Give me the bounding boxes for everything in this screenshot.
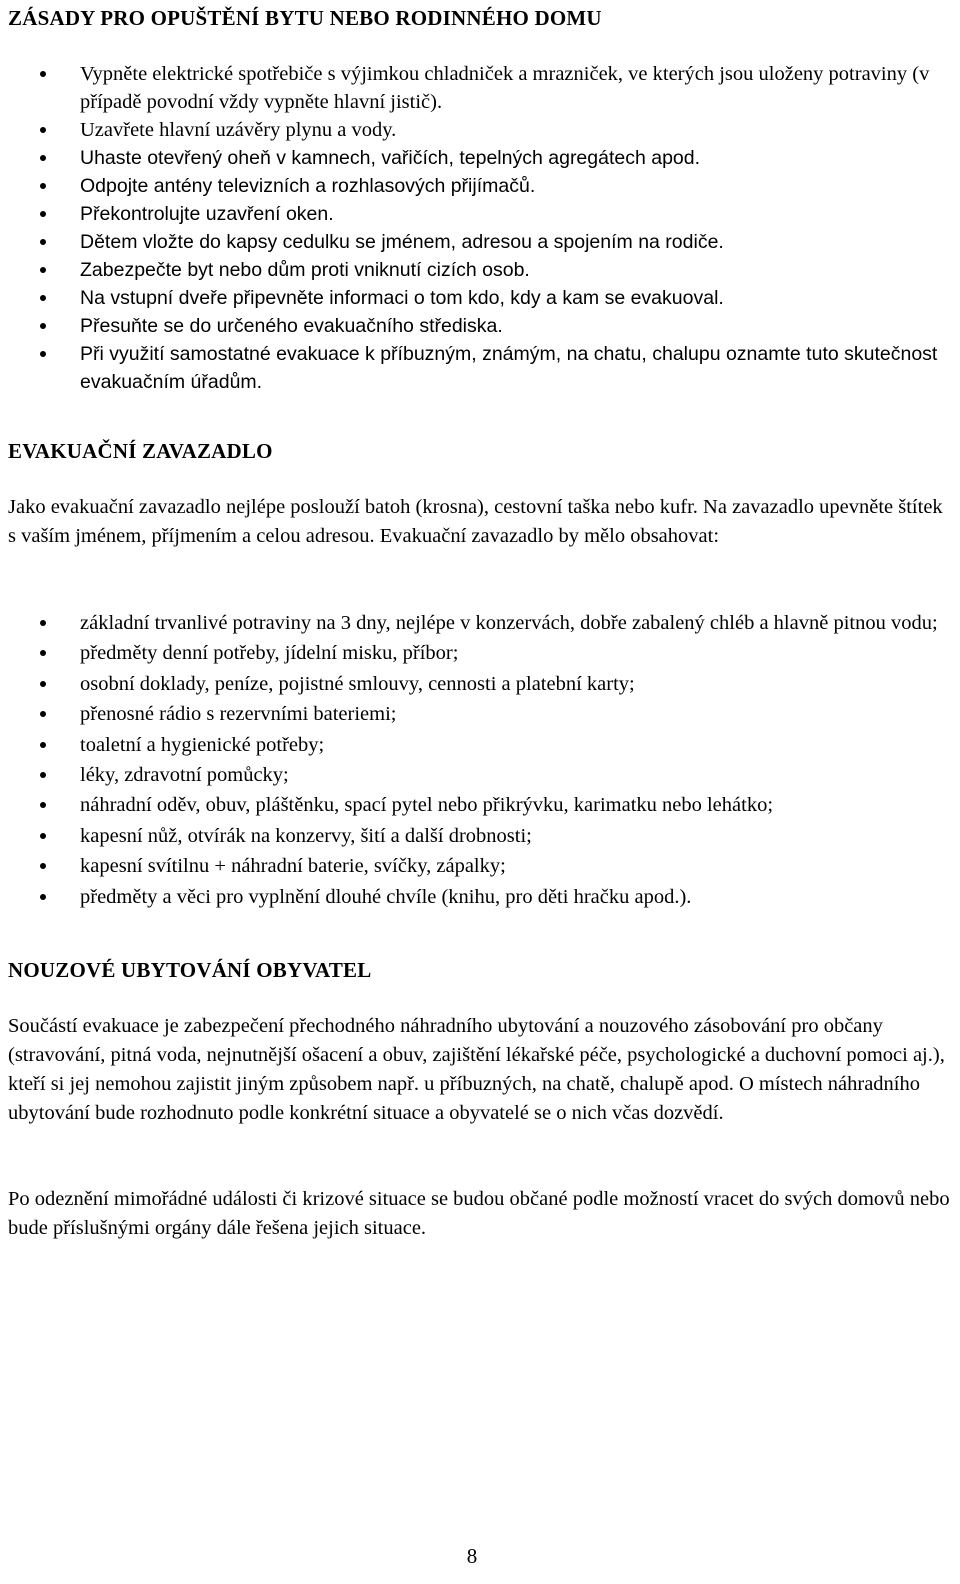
list-item-text: Vypněte elektrické spotřebiče s výjimkou chladniček a mrazniček, ve kterých jsou uloženy potraviny (v případě povodní vždy vypněte hlavní jistič). [80, 63, 930, 113]
list-item [8, 172, 952, 200]
section-title-ubytovani: NOUZOVÉ UBYTOVÁNÍ OBYVATEL [8, 958, 372, 982]
list-item-text: Na vstupní dveře připevněte informaci o tom kdo, kdy a kam se evakuoval. [80, 287, 724, 309]
list-item-text: léky, zdravotní pomůcky; [80, 763, 289, 786]
list-item-text: Při využití samostatné evakuace k příbuzným, známým, na chatu, chalupu oznamte tuto skutečnost evakuačním úřadům. [80, 343, 938, 393]
list-item [8, 883, 952, 911]
list-item-text: Odpojte antény televizních a rozhlasových přijímačů. [80, 175, 536, 197]
bullet-icon [40, 351, 46, 357]
list-item-text: Přesuňte se do určeného evakuačního střediska. [80, 315, 503, 337]
list-item [8, 200, 952, 228]
list-item-text: Zabezpečte byt nebo dům proti vniknutí cizích osob. [80, 259, 530, 281]
bullet-icon [40, 742, 46, 748]
list-item [8, 60, 952, 116]
list-item [8, 312, 952, 340]
opusteni-list [8, 60, 952, 396]
list-item [8, 340, 952, 396]
bullet-icon [40, 833, 46, 839]
list-item [8, 256, 952, 284]
list-item-text: Uhaste otevřený oheň v kamnech, vařičích, tepelných agregátech apod. [80, 147, 701, 169]
list-item [8, 228, 952, 256]
list-item-text: kapesní nůž, otvírák na konzervy, šití a další drobnosti; [80, 824, 532, 847]
bullet-icon [40, 323, 46, 329]
list-item-text: Uzavřete hlavní uzávěry plynu a vody. [80, 119, 397, 141]
zavazadlo-intro: Jako evakuační zavazadlo nejlépe poslouží batoh (krosna), cestovní taška nebo kufr. Na zavazadlo upevněte štítek s vaším jménem, příjmením a celou adresou. Evakuační zavazadlo by mělo obsahovat: [8, 496, 943, 547]
section-title-zavazadlo: EVAKUAČNÍ ZAVAZADLO [8, 439, 273, 463]
bullet-icon [40, 183, 46, 189]
list-item [8, 609, 952, 637]
bullet-icon [40, 620, 46, 626]
list-item [8, 144, 952, 172]
bullet-icon [40, 71, 46, 77]
bullet-icon [40, 863, 46, 869]
list-item-text: kapesní svítilnu + náhradní baterie, svíčky, zápalky; [80, 855, 506, 878]
bullet-icon [40, 155, 46, 161]
bullet-icon [40, 211, 46, 217]
list-item-text: základní trvanlivé potraviny na 3 dny, nejlépe v konzervách, dobře zabalený chléb a hlavně pitnou vodu; [80, 612, 938, 634]
list-item [8, 822, 952, 850]
bullet-icon [40, 239, 46, 245]
list-item [8, 116, 952, 144]
list-item-text: předměty a věci pro vyplnění dlouhé chvíle (knihu, pro děti hračku apod.). [80, 885, 692, 908]
ubytovani-paragraph-2: Po odeznění mimořádné události či krizové situace se budou občané podle možností vracet do svých domovů nebo bude příslušnými orgány dále řešena jejich situace. [8, 1188, 950, 1239]
bullet-icon [40, 711, 46, 717]
list-item-text: náhradní oděv, obuv, pláštěnku, spací pytel nebo přikrývku, karimatku nebo lehátko; [80, 794, 774, 817]
bullet-icon [40, 802, 46, 808]
list-item [8, 639, 952, 667]
bullet-icon [40, 127, 46, 133]
bullet-icon [40, 650, 46, 656]
section-title-opusteni: ZÁSADY PRO OPUŠTĚNÍ BYTU NEBO RODINNÉHO DOMU [8, 6, 602, 30]
bullet-icon [40, 772, 46, 778]
bullet-icon [40, 267, 46, 273]
bullet-icon [40, 894, 46, 900]
list-item-text: Překontrolujte uzavření oken. [80, 203, 334, 225]
list-item [8, 700, 952, 728]
bullet-icon [40, 295, 46, 301]
list-item-text: předměty denní potřeby, jídelní misku, příbor; [80, 642, 459, 665]
list-item-text: toaletní a hygienické potřeby; [80, 733, 325, 756]
list-item-text: Dětem vložte do kapsy cedulku se jménem, adresou a spojením na rodiče. [80, 231, 724, 253]
ubytovani-paragraph-1: Součástí evakuace je zabezpečení přechodného náhradního ubytování a nouzového zásobování pro občany (stravování, pitná voda, nejnutnější ošacení a obuv, zajištění lékařské péče, psychologické a duchovní pomoci aj.), kteří si jej nemohou zajistit jiným způsobem např. u příbuzných, na chatě, chalupě apod. O místech náhradního ubytování bude rozhodnuto podle konkrétní situace a obyvatelé se o nich včas dozvědí. [8, 1015, 945, 1124]
bullet-icon [40, 681, 46, 687]
zavazadlo-list [8, 609, 952, 913]
list-item-text: osobní doklady, peníze, pojistné smlouvy, cennosti a platební karty; [80, 672, 635, 695]
list-item-text: přenosné rádio s rezervními bateriemi; [80, 703, 397, 726]
list-item [8, 284, 952, 312]
page-number: 8 [466, 1544, 478, 1568]
list-item [8, 670, 952, 698]
list-item [8, 791, 952, 819]
list-item [8, 731, 952, 759]
list-item [8, 761, 952, 789]
list-item [8, 852, 952, 880]
